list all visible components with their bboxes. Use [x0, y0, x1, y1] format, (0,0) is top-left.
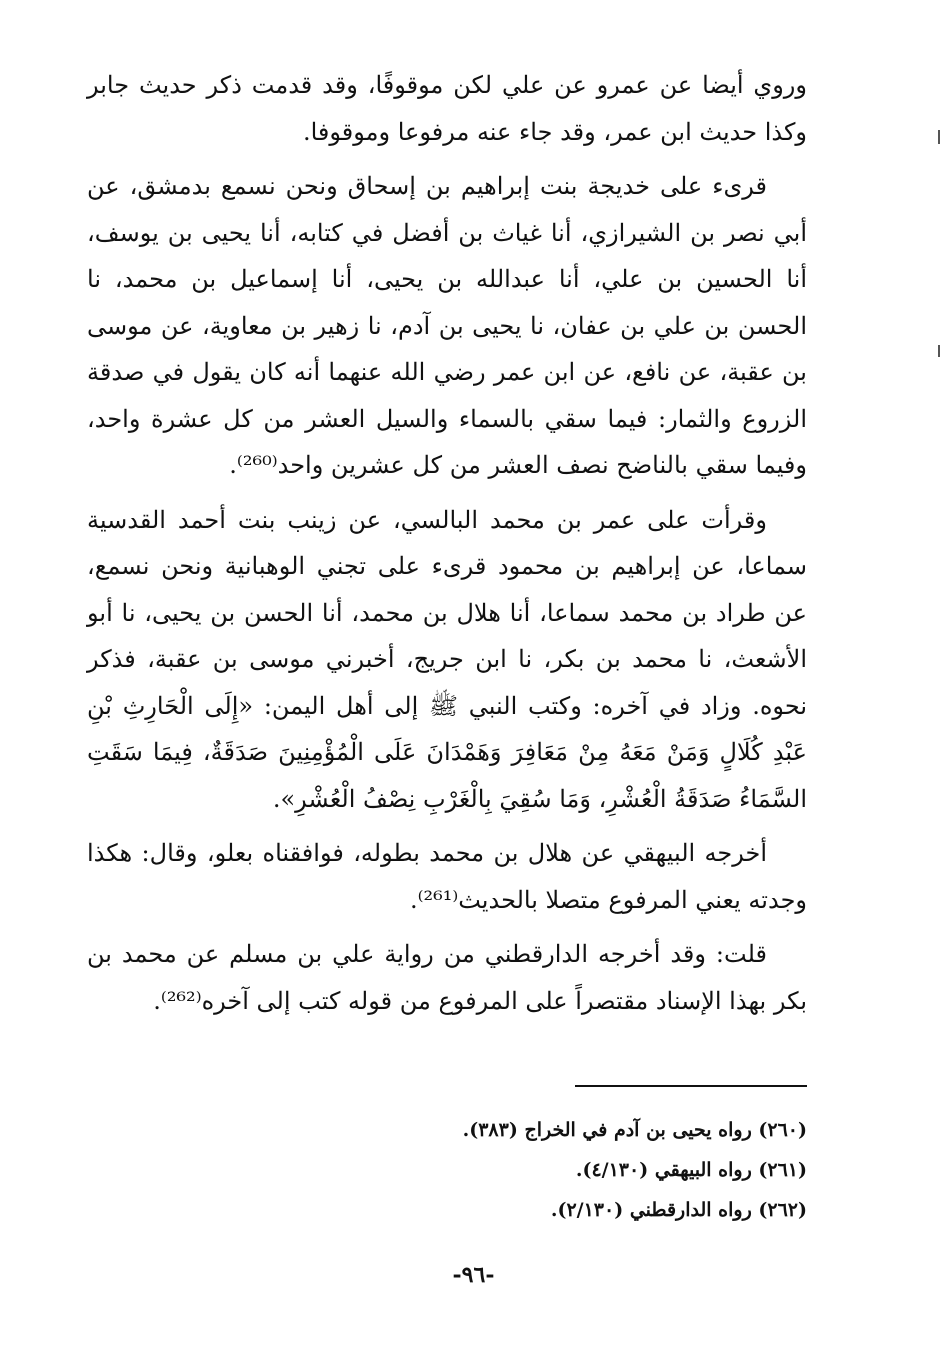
page-number: -٩٦- [452, 1262, 495, 1288]
scan-margin-mark [938, 130, 940, 144]
paragraph-2: قرىء على خديجة بنت إبراهيم بن إسحاق ونحن نسمع بدمشق، عن أبي نصر بن الشيرازي، أنا غياث بن أفضل في كتابه، أنا يحيى بن يوسف، أنا الحسين بن علي، أنا عبدالله بن يحيى، أنا إسماعيل بن محمد، نا الحسن بن علي بن عفان، نا يحيى بن آدم، نا زهير بن معاوية، عن موسى بن عقبة، عن نافع، عن ابن عمر رضي الله عنهما أنه كان يقول في صدقة الزروع والثمار: فيما سقي بالسماء والسيل العشر من كل عشرة واحد، وفيما سقي بالناضح نصف العشر من كل عشرين واحد⁽²⁶⁰⁾. [87, 172, 807, 479]
paragraph-1: وروي أيضا عن عمرو عن علي لكن موقوفًا، وقد قدمت ذكر حديث جابر وكذا حديث ابن عمر، وقد جاء عنه مرفوعا وموقوفا. [87, 71, 807, 146]
footnotes [87, 1110, 807, 1230]
footnote-261: (٢٦١) رواه البيهقي (٤/١٣٠). [575, 1159, 807, 1181]
main-text [87, 62, 807, 1032]
paragraph-3: وقرأت على عمر بن محمد البالسي، عن زينب بنت أحمد القدسية سماعا، عن إبراهيم بن محمود قرىء على تجني الوهبانية ونحن نسمع، عن طراد بن محمد سماعا، أنا هلال بن محمد، أنا الحسن بن يحيى، نا أبو الأشعث، نا محمد بن بكر، نا ابن جريج، أخبرني موسى بن عقبة، فذكر نحوه. وزاد في آخره: وكتب النبي ﷺ إلى أهل اليمن: «إِلَى الْحَارِثِ بْنِ عَبْدِ كُلَالٍ وَمَنْ مَعَهُ مِنْ مَعَافِرَ وَهَمْدَانَ عَلَى الْمُؤْمِنِينَ صَدَقَةٌ، فِيمَا سَقَتِ السَّمَاءُ صَدَقَةُ الْعُشْرِ، وَمَا سُقِيَ بِالْغَرْبِ نِصْفُ الْعُشْرِ». [87, 505, 807, 813]
footnote-260: (٢٦٠) رواه يحيى بن آدم في الخراج (٣٨٣). [462, 1119, 807, 1141]
scan-margin-mark [938, 345, 940, 357]
footnote-divider [575, 1085, 807, 1087]
footnote-262: (٢٦٢) رواه الدارقطني (٢/١٣٠). [550, 1199, 807, 1221]
paragraph-4: أخرجه البيهقي عن هلال بن محمد بطوله، فوافقناه بعلو، وقال: هكذا وجدته يعني المرفوع متصلا بالحديث⁽²⁶¹⁾. [87, 839, 807, 914]
paragraph-5: قلت: وقد أخرجه الدارقطني من رواية علي بن مسلم عن محمد بن بكر بهذا الإسناد مقتصراً على المرفوع من قوله كتب إلى آخره⁽²⁶²⁾. [87, 940, 807, 1015]
